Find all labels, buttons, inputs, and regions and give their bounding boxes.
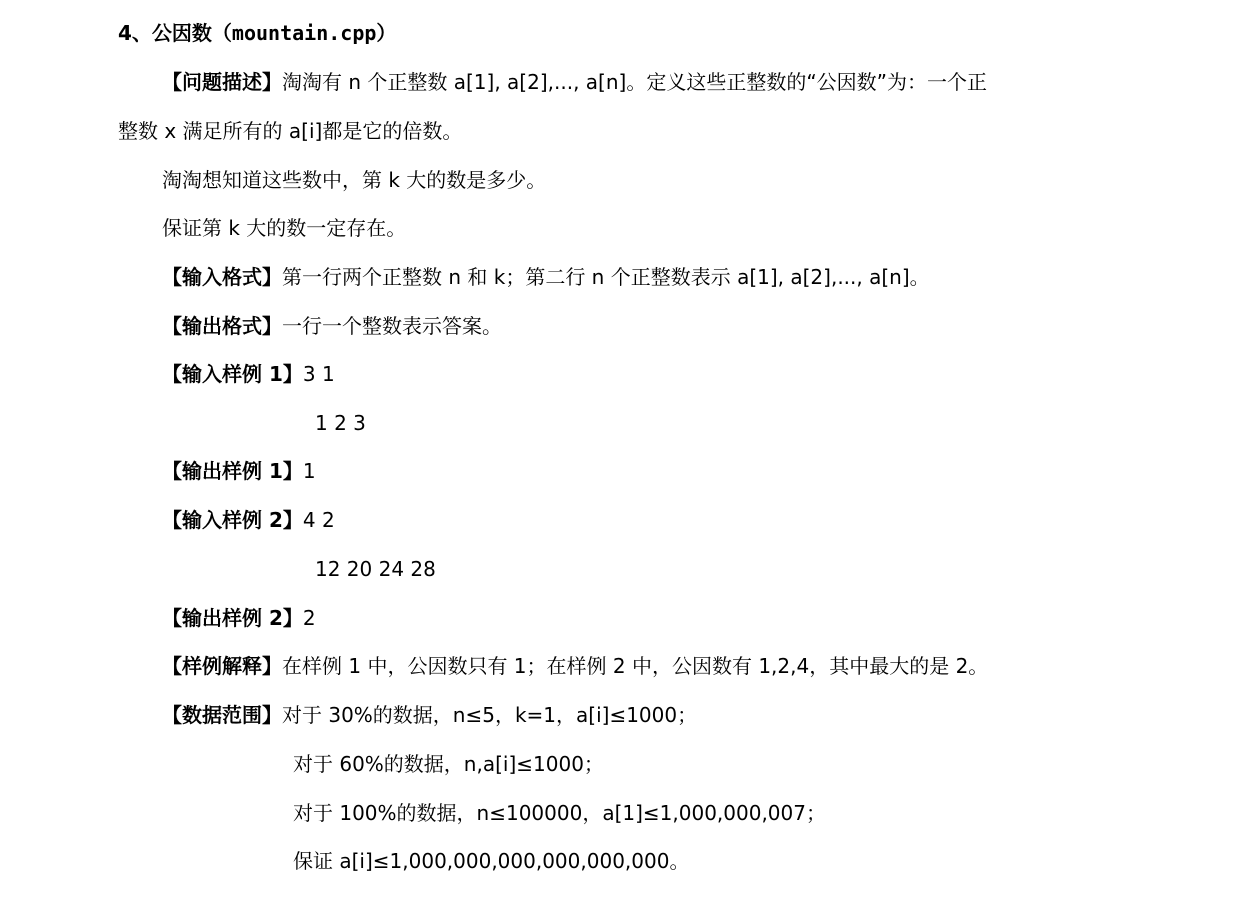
sample-output-2 (162, 604, 316, 632)
data-range-line-3: 对于 100%的数据，n≤100000，a[1]≤1,000,000,007； (293, 801, 826, 825)
sample-explanation (162, 652, 988, 680)
sample-input-1-line-2: 1 2 3 (315, 411, 366, 435)
output-format-text: 一行一个整数表示答案。 (282, 314, 502, 338)
description-text-1: 淘淘有 n 个正整数 a[1], a[2],..., a[n]。定义这些正整数的“公因数”为：一个正 (282, 70, 988, 94)
description-line-3: 淘淘想知道这些数中，第 k 大的数是多少。 (162, 168, 547, 192)
sample-output-2-tag: 【输出样例 2】 (162, 606, 303, 630)
sample-explanation-text: 在样例 1 中，公因数只有 1；在样例 2 中，公因数有 1,2,4，其中最大的是 2。 (282, 654, 989, 678)
sample-input-1 (162, 360, 335, 388)
data-range-tag: 【数据范围】 (162, 703, 282, 727)
data-range-line-1: 对于 30%的数据，n≤5，k=1，a[i]≤1000； (282, 703, 698, 727)
sample-output-1 (162, 457, 316, 485)
sample-input-1-tag: 【输入样例 1】 (162, 362, 303, 386)
sample-input-2 (162, 506, 335, 534)
problem-title-file: （mountain.cpp） (211, 21, 397, 45)
data-range-line-4: 保证 a[i]≤1,000,000,000,000,000,000。 (293, 849, 690, 873)
input-format (162, 263, 930, 291)
description-line-4: 保证第 k 大的数一定存在。 (162, 216, 407, 240)
sample-input-2-line-1: 4 2 (302, 508, 335, 532)
description-line-2: 整数 x 满足所有的 a[i]都是它的倍数。 (118, 119, 463, 143)
sample-input-2-tag: 【输入样例 2】 (162, 508, 303, 532)
description-tag: 【问题描述】 (162, 70, 282, 94)
sample-input-2-line-2: 12 20 24 28 (315, 557, 436, 581)
data-range (162, 701, 697, 729)
problem-title-number: 4、公因数 (118, 21, 212, 45)
sample-output-1-text: 1 (302, 459, 316, 483)
sample-explanation-tag: 【样例解释】 (162, 654, 282, 678)
sample-output-2-text: 2 (302, 606, 316, 630)
input-format-text: 第一行两个正整数 n 和 k；第二行 n 个正整数表示 a[1], a[2],..., a[n]。 (282, 265, 930, 289)
sample-input-1-line-1: 3 1 (302, 362, 335, 386)
problem-title (118, 19, 396, 47)
description-line-1 (162, 68, 987, 96)
output-format (162, 312, 502, 340)
input-format-tag: 【输入格式】 (162, 265, 282, 289)
data-range-line-2: 对于 60%的数据，n,a[i]≤1000； (293, 752, 604, 776)
output-format-tag: 【输出格式】 (162, 314, 282, 338)
sample-output-1-tag: 【输出样例 1】 (162, 459, 303, 483)
